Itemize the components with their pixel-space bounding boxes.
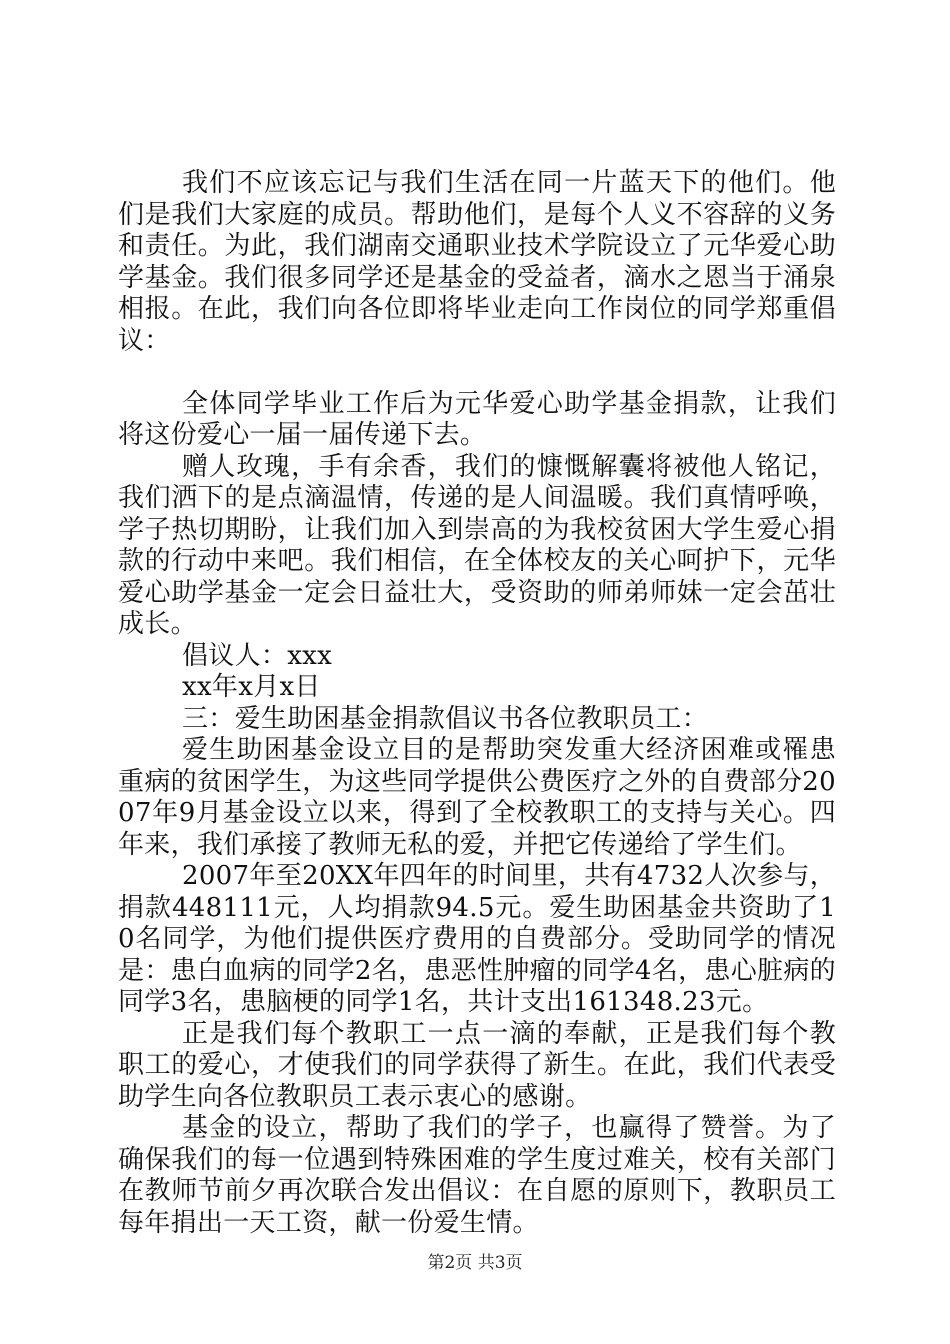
- paragraph-gratitude: 正是我们每个教职工一点一滴的奉献，正是我们每个教职工的爱心，才使我们的同学获得了新生。在此，我们代表受助学生向各位教职员工表示衷心的感谢。: [118, 1018, 836, 1112]
- page-number-footer: 第2页 共3页: [427, 1253, 523, 1273]
- paragraph-fund-purpose: 爱生助困基金设立目的是帮助突发重大经济困难或罹患重病的贫困学生，为这些同学提供公费医疗之外的自费部分2007年9月基金设立以来，得到了全校教职工的支持与关心。四年来，我们承接了教师无私的爱，并把它传递给了学生们。: [118, 735, 836, 860]
- paragraph-intro: 我们不应该忘记与我们生活在同一片蓝天下的他们。他们是我们大家庭的成员。帮助他们，是每个人义不容辞的义务和责任。为此，我们湖南交通职业技术学院设立了元华爱心助学基金。我们很多同学还是基金的受益者，滴水之恩当于涌泉相报。在此，我们向各位即将毕业走向工作岗位的同学郑重倡议：: [118, 168, 836, 356]
- section-heading: 三：爱生助困基金捐款倡议书各位教职员工：: [182, 703, 709, 734]
- document-body: [118, 168, 836, 1239]
- signature-line: 倡议人：xxx: [182, 640, 333, 671]
- paragraph-fund-statistics: 2007年至20XX年四年的时间里，共有4732人次参与，捐款448111元，人均捐款94.5元。爱生助困基金共资助了10名同学，为他们提供医疗费用的自费部分。受助同学的情况是：患白血病的同学2名，患恶性肿瘤的同学4名，患心脏病的同学3名，患脑梗的同学1名，共计支出161348.23元。: [118, 861, 836, 1017]
- date-line: xx年x月x日: [182, 672, 321, 702]
- paragraph-proposal: 全体同学毕业工作后为元华爱心助学基金捐款，让我们将这份爱心一届一届传递下去。: [118, 388, 836, 450]
- paragraph-call-to-action: 基金的设立，帮助了我们的学子，也赢得了赞誉。为了确保我们的每一位遇到特殊困难的学生度过难关，校有关部门在教师节前夕再次联合发出倡议：在自愿的原则下，教职员工每年捐出一天工资，献一份爱生情。: [118, 1113, 836, 1238]
- paragraph-appeal: 赠人玫瑰，手有余香，我们的慷慨解囊将被他人铭记，我们洒下的是点滴温情，传递的是人间温暖。我们真情呼唤，学子热切期盼，让我们加入到崇高的为我校贫困大学生爱心捐款的行动中来吧。我们相信，在全体校友的关心呵护下，元华爱心助学基金一定会日益壮大，受资助的师弟师妹一定会茁壮成长。: [118, 451, 836, 639]
